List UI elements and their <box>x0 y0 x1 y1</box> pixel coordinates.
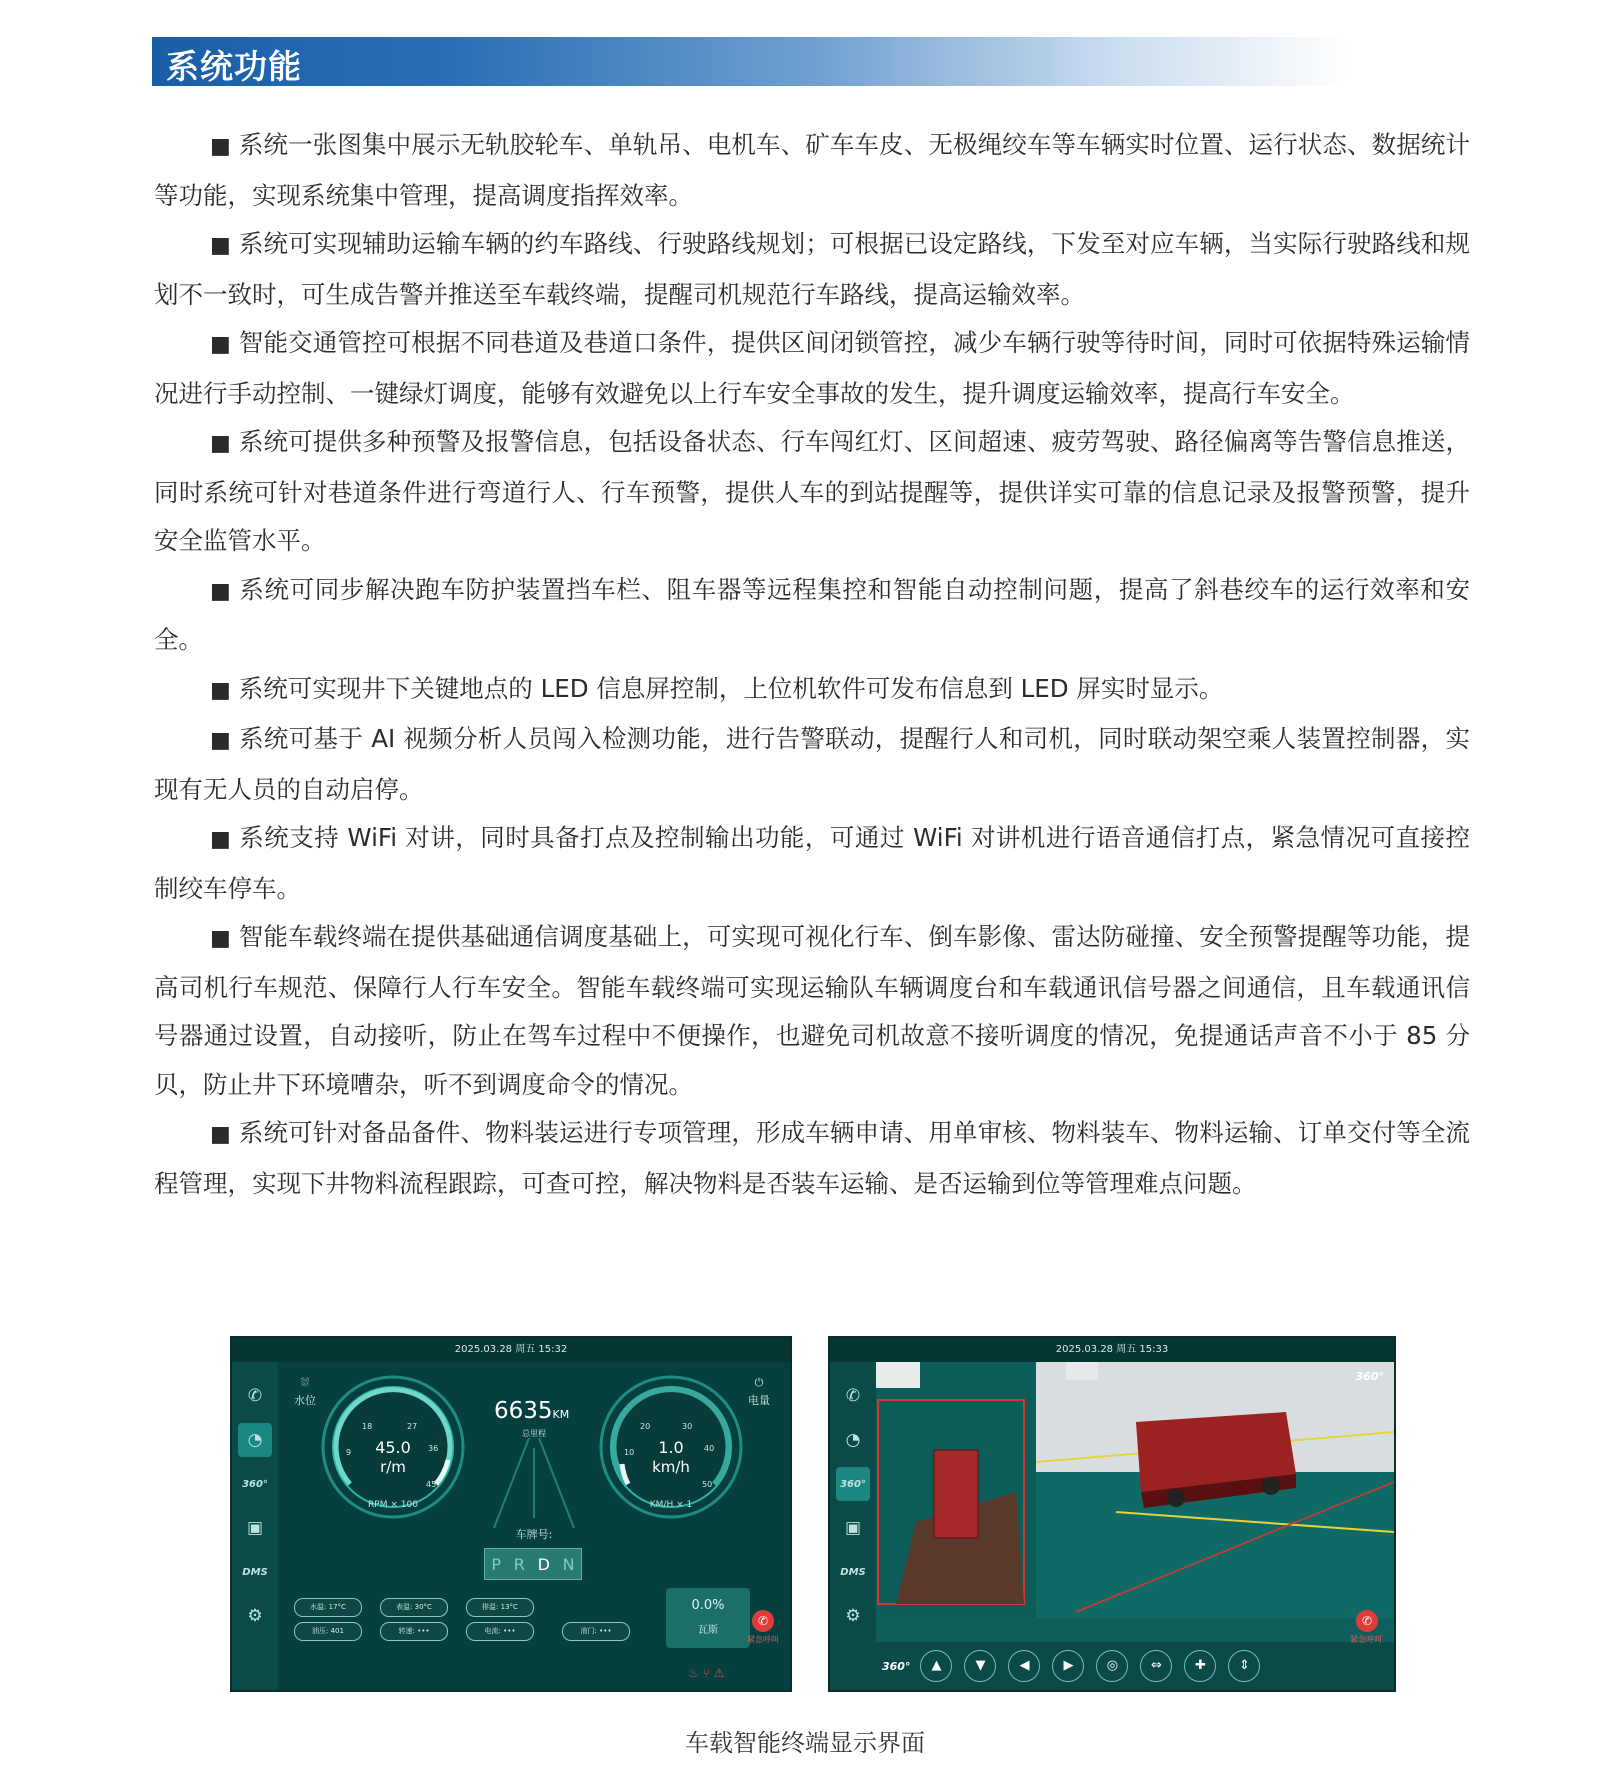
dms-icon[interactable]: DMS <box>840 1566 866 1578</box>
section-title: 系统功能 <box>166 47 302 86</box>
paragraph <box>154 913 1470 1109</box>
odometer <box>494 1398 569 1424</box>
figure-caption: 车载智能终端显示界面 <box>685 1729 925 1757</box>
phone-icon[interactable]: ✆ <box>247 1386 263 1406</box>
bullet-square: ■ <box>210 134 231 159</box>
gauge-icon[interactable]: ◔ <box>845 1430 861 1450</box>
seat-icon: ♨ ⑂ ⚠ <box>688 1666 725 1680</box>
battery-label: 电量 <box>748 1394 770 1407</box>
dashboard-screen <box>230 1336 792 1692</box>
speed-unit: km/h <box>652 1458 690 1476</box>
camera-datetime: 2025.03.28 周五 15:33 <box>830 1338 1394 1362</box>
rpm-tick: 18 <box>362 1422 373 1431</box>
bullet-square: ■ <box>210 1122 231 1147</box>
status-pill: 转速: ••• <box>380 1622 448 1641</box>
view-360-icon[interactable]: 360° <box>836 1467 870 1501</box>
view-360-icon[interactable]: 360° <box>242 1478 268 1490</box>
paragraph-text: 系统可基于 AI 视频分析人员闯入检测功能，进行告警联动，提醒行人和司机，同时联动架空乘人装置控制器，实现有无人员的自动启停。 <box>154 724 1470 804</box>
bullet-square: ■ <box>210 332 231 357</box>
odometer-label: 总里程 <box>522 1429 546 1438</box>
emergency-call-button[interactable]: ✆ <box>1356 1610 1378 1632</box>
water-icon: ⛆ <box>300 1376 310 1389</box>
view-top-button[interactable]: ◎ <box>1096 1650 1128 1682</box>
bullet-square: ■ <box>210 578 232 604</box>
camera-view-selector <box>876 1642 1394 1690</box>
road-graphic <box>484 1438 584 1528</box>
speed-tick: 40 <box>704 1444 715 1453</box>
paragraph <box>154 665 1470 716</box>
settings-icon[interactable]: ⚙ <box>247 1606 263 1626</box>
view-rear-button[interactable]: ▼ <box>964 1650 996 1682</box>
bullet-square: ■ <box>210 728 232 753</box>
view-left-button[interactable]: ◀ <box>1008 1650 1040 1682</box>
paragraph-text: 系统可同步解决跑车防护装置挡车栏、阻车器等远程集控和智能自动控制问题，提高了斜巷绞车的运行效率和安全。 <box>154 574 1470 654</box>
status-pill: 电流: ••• <box>466 1622 534 1641</box>
gear-indicator <box>484 1548 582 1580</box>
gear-p: P <box>491 1554 502 1574</box>
view-360-label: 360° <box>882 1659 911 1673</box>
view-all-button[interactable]: ✚ <box>1184 1650 1216 1682</box>
bullet-square: ■ <box>210 431 231 456</box>
rpm-tick: 36 <box>428 1444 439 1453</box>
rpm-value: 45.0 <box>375 1438 411 1457</box>
camera-screen <box>828 1336 1396 1692</box>
paragraph-text: 智能交通管控可根据不同巷道及巷道口条件，提供区间闭锁管控，减少车辆行驶等待时间，同时可依据特殊运输情况进行手动控制、一键绿灯调度，能够有效避免以上行车安全事故的发生，提升调度运输效率，提高行车安全。 <box>154 328 1470 408</box>
view-front-button[interactable]: ▲ <box>920 1650 952 1682</box>
phone-icon[interactable]: ✆ <box>845 1386 861 1406</box>
paragraph <box>154 715 1470 814</box>
rpm-tick: 45 <box>426 1480 437 1489</box>
camera-sidebar <box>830 1362 876 1690</box>
emergency-call-button[interactable]: ✆ <box>752 1610 774 1632</box>
view-side-button[interactable]: ⇕ <box>1228 1650 1260 1682</box>
speed-caption: KM/H × 1 <box>649 1500 693 1510</box>
gas-panel <box>666 1588 750 1648</box>
gear-n: N <box>562 1554 575 1574</box>
view-360-badge: 360° <box>1355 1370 1384 1383</box>
paragraph <box>154 220 1470 319</box>
status-pill: 表温: 30°C <box>380 1598 448 1617</box>
bullet-square: ■ <box>210 677 231 703</box>
dashboard-datetime: 2025.03.28 周五 15:32 <box>232 1338 790 1362</box>
gear-d: D <box>537 1554 550 1574</box>
rpm-caption: RPM × 100 <box>368 1500 418 1510</box>
water-label: 水位 <box>294 1394 316 1407</box>
status-pill: 排温: 13°C <box>466 1598 534 1617</box>
paragraph <box>154 1109 1470 1208</box>
battery-icon: ⏻ <box>754 1376 764 1389</box>
odometer-value: 6635 <box>494 1398 553 1424</box>
body-text <box>154 121 1470 1208</box>
bullet-square: ■ <box>210 827 232 852</box>
camera-icon[interactable]: ▣ <box>246 1518 264 1538</box>
rpm-tick: 27 <box>407 1422 418 1431</box>
camera-scene <box>876 1362 1394 1618</box>
bullet-square: ■ <box>210 926 231 951</box>
gear-r: R <box>513 1554 525 1574</box>
bullet-square: ■ <box>210 233 231 258</box>
speed-tick: 20 <box>640 1422 651 1431</box>
view-wide-button[interactable]: ⇔ <box>1140 1650 1172 1682</box>
camera-icon[interactable]: ▣ <box>844 1518 862 1538</box>
section-header-bar <box>152 37 1352 86</box>
camera-view <box>876 1362 1394 1642</box>
paragraph-text: 系统可提供多种预警及报警信息，包括设备状态、行车闯红灯、区间超速、疲劳驾驶、路径偏离等告警信息推送，同时系统可针对巷道条件进行弯道行人、行车预警，提供人车的到站提醒等，提供详实可靠的信息记录及报警预警，提升安全监管水平。 <box>154 427 1470 555</box>
dms-icon[interactable]: DMS <box>242 1566 268 1578</box>
emergency-call-label: 紧急呼叫 <box>1350 1635 1382 1644</box>
dashboard-sidebar <box>232 1362 278 1690</box>
view-right-button[interactable]: ▶ <box>1052 1650 1084 1682</box>
status-pill: 水温: 17°C <box>294 1598 362 1617</box>
paragraph-text: 系统可实现井下关键地点的 LED 信息屏控制，上位机软件可发布信息到 LED 屏实时显示。 <box>238 673 1224 703</box>
paragraph <box>154 566 1470 665</box>
paragraph-text: 智能车载终端在提供基础通信调度基础上，可实现可视化行车、倒车影像、雷达防碰撞、安全预警提醒等功能，提高司机行车规范、保障行人行车安全。智能车载终端可实现运输队车辆调度台和车载通讯信号器之间通信，且车载通讯信号器通过设置，自动接听，防止在驾车过程中不便操作，也避免司机故意不接听调度的情况，免提通话声音不小于 85 分贝，防止井下环境嘈杂，听不到调度命令的情况。 <box>154 922 1470 1099</box>
emergency-call-label: 紧急呼叫 <box>747 1635 779 1644</box>
paragraph-text: 系统可针对备品备件、物料装运进行专项管理，形成车辆申请、用单审核、物料装车、物料运输、订单交付等全流程管理，实现下井物料流程跟踪，可查可控，解决物料是否装车运输、是否运输到位等管理难点问题。 <box>154 1118 1470 1198</box>
paragraph-text: 系统可实现辅助运输车辆的约车路线、行驶路线规划；可根据已设定路线，下发至对应车辆，当实际行驶路线和规划不一致时，可生成告警并推送至车载终端，提醒司机规范行车路线，提高运输效率。 <box>154 229 1470 309</box>
speed-tick: 10 <box>624 1448 635 1457</box>
paragraph <box>154 418 1470 566</box>
settings-icon[interactable]: ⚙ <box>845 1606 861 1626</box>
paragraph <box>154 814 1470 913</box>
paragraph-text: 系统支持 WiFi 对讲，同时具备打点及控制输出功能，可通过 WiFi 对讲机进行语音通信打点，紧急情况可直接控制绞车停车。 <box>154 823 1470 903</box>
status-pill: 油压: 401 <box>294 1622 362 1641</box>
odometer-unit: KM <box>552 1408 570 1421</box>
plate-label: 车牌号: <box>515 1528 553 1541</box>
rpm-unit: r/m <box>380 1458 406 1476</box>
paragraph-text: 系统一张图集中展示无轨胶轮车、单轨吊、电机车、矿车车皮、无极绳绞车等车辆实时位置、运行状态、数据统计等功能，实现系统集中管理，提高调度指挥效率。 <box>154 130 1470 210</box>
speed-tick: 50 <box>702 1480 713 1489</box>
paragraph <box>154 121 1470 220</box>
gas-value: 0.0% <box>691 1598 725 1613</box>
speed-value: 1.0 <box>658 1438 684 1457</box>
speed-tick: 30 <box>682 1422 693 1431</box>
gas-label: 瓦斯 <box>698 1625 718 1636</box>
rpm-tick: 9 <box>346 1448 352 1457</box>
status-pill: 油门: ••• <box>562 1622 630 1641</box>
gauge-icon[interactable]: ◔ <box>238 1423 272 1457</box>
paragraph <box>154 319 1470 418</box>
